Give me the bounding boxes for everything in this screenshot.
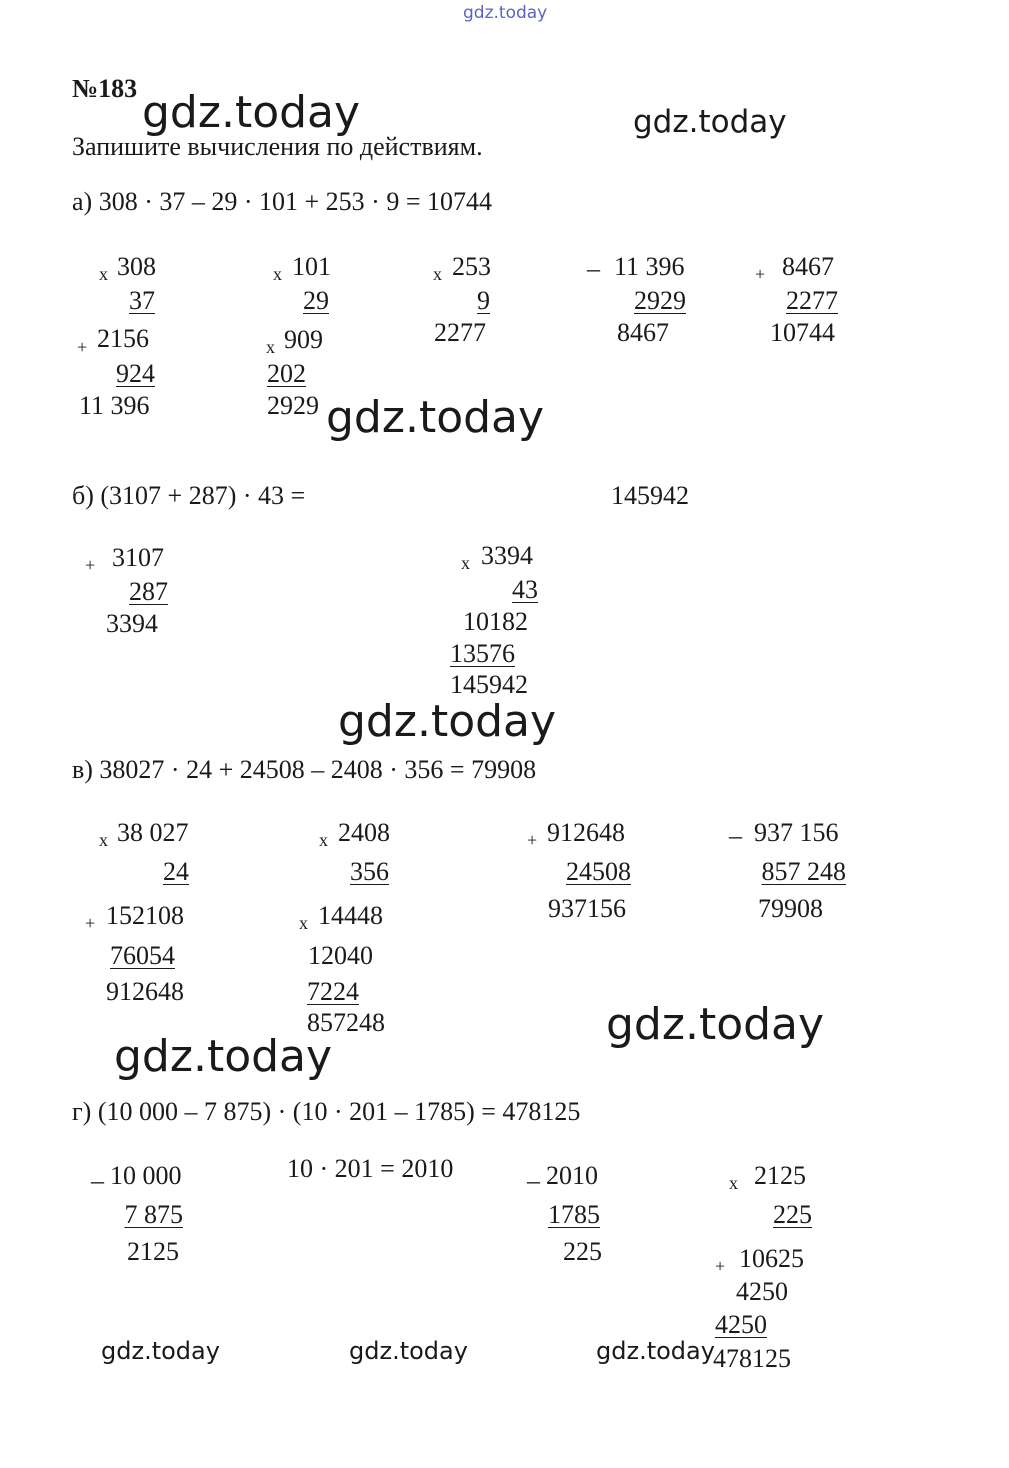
- operand: 2929: [634, 286, 686, 315]
- watermark: gdz.today: [633, 104, 787, 140]
- partial-product: 4250: [736, 1277, 788, 1306]
- answer-b: 145942: [611, 481, 689, 510]
- result: 912648: [106, 977, 184, 1006]
- problem-number: №183: [72, 74, 138, 103]
- operand: 912648: [547, 818, 625, 847]
- multiply-sign: x: [461, 553, 470, 573]
- watermark: gdz.today: [606, 999, 825, 1050]
- operand: 3107: [112, 543, 164, 572]
- operand: 937 156: [754, 818, 839, 847]
- operand: 37: [129, 286, 155, 315]
- watermark: gdz.today: [338, 696, 557, 747]
- result: 10744: [770, 318, 835, 347]
- multiply-sign: x: [99, 830, 108, 850]
- partial-product: 924: [116, 359, 155, 388]
- partial-product: 152108: [106, 901, 184, 930]
- minus-sign: –: [587, 254, 600, 283]
- multiply-sign: x: [433, 264, 442, 284]
- operand: 38 027: [117, 818, 189, 847]
- minus-sign: –: [729, 821, 742, 850]
- plus-sign: +: [85, 913, 96, 933]
- plus-sign: +: [77, 337, 88, 357]
- partial-product: 7224: [307, 977, 359, 1006]
- result: 225: [563, 1237, 602, 1266]
- partial-product: 13576: [450, 639, 515, 668]
- plus-sign: +: [85, 555, 96, 575]
- result: 2929: [267, 391, 319, 420]
- operand: 287: [129, 577, 168, 606]
- watermark: gdz.today: [142, 87, 361, 138]
- operand: 2010: [546, 1161, 598, 1190]
- result: 11 396: [79, 391, 150, 420]
- result: 2125: [127, 1237, 179, 1266]
- partial-product: 76054: [110, 941, 175, 970]
- minus-sign: –: [527, 1166, 540, 1195]
- expression-a: а) 308 · 37 – 29 · 101 + 253 · 9 = 10744: [72, 187, 492, 216]
- plus-sign: +: [715, 1256, 726, 1276]
- result: 2277: [434, 318, 486, 347]
- operand: 101: [292, 252, 331, 281]
- partial-product: 4250: [715, 1310, 767, 1339]
- partial-product: 12040: [308, 941, 373, 970]
- watermark: gdz.today: [326, 392, 545, 443]
- minus-sign: –: [91, 1166, 104, 1195]
- partial-product: 10182: [463, 607, 528, 636]
- operand: 202: [267, 359, 306, 388]
- operand: 253: [452, 252, 491, 281]
- operand: 43: [512, 575, 538, 604]
- operand: 11 396: [614, 252, 685, 281]
- partial-product: 10625: [739, 1244, 804, 1273]
- partial-product: 2156: [97, 324, 149, 353]
- watermark: gdz.today: [101, 1337, 220, 1365]
- result: 145942: [450, 670, 528, 699]
- operand: 356: [350, 857, 389, 886]
- operand: 2125: [754, 1161, 806, 1190]
- watermark: gdz.today: [114, 1031, 333, 1082]
- watermark: gdz.today: [596, 1337, 715, 1365]
- expression-g: г) (10 000 – 7 875) · (10 · 201 – 1785) = 478125: [72, 1097, 581, 1126]
- expression-v: в) 38027 · 24 + 24508 – 2408 · 356 = 79908: [72, 755, 537, 784]
- multiply-sign: x: [319, 830, 328, 850]
- operand: 9: [477, 286, 490, 315]
- partial-product: 14448: [318, 901, 383, 930]
- watermark: gdz.today: [349, 1337, 468, 1365]
- result: 3394: [106, 609, 158, 638]
- operand: 8467: [782, 252, 834, 281]
- operand: 1785: [548, 1200, 600, 1229]
- multiply-sign: x: [299, 913, 308, 933]
- operand: 857 248: [761, 857, 846, 886]
- result: 478125: [713, 1344, 791, 1373]
- intermediate-equation: 10 · 201 = 2010: [287, 1154, 454, 1183]
- result: 79908: [758, 894, 823, 923]
- operand: 225: [773, 1200, 812, 1229]
- operand: 24: [163, 857, 189, 886]
- expression-b: б) (3107 + 287) · 43 =: [72, 481, 306, 510]
- multiply-sign: x: [266, 337, 275, 357]
- watermark-top: gdz.today: [463, 3, 548, 23]
- instruction: Запишите вычисления по действиям.: [72, 132, 483, 161]
- operand: 24508: [566, 857, 631, 886]
- operand: 308: [117, 252, 156, 281]
- multiply-sign: x: [729, 1173, 738, 1193]
- operand: 909: [284, 325, 323, 354]
- operand: 2277: [786, 286, 838, 315]
- multiply-sign: x: [273, 264, 282, 284]
- plus-sign: +: [527, 830, 538, 850]
- operand: 29: [303, 286, 329, 315]
- operand: 3394: [481, 541, 533, 570]
- result: 8467: [617, 318, 669, 347]
- result: 937156: [548, 894, 626, 923]
- operand: 10 000: [110, 1161, 182, 1190]
- plus-sign: +: [755, 264, 766, 284]
- operand: 7 875: [124, 1200, 183, 1229]
- multiply-sign: x: [99, 264, 108, 284]
- result: 857248: [307, 1008, 385, 1037]
- operand: 2408: [338, 818, 390, 847]
